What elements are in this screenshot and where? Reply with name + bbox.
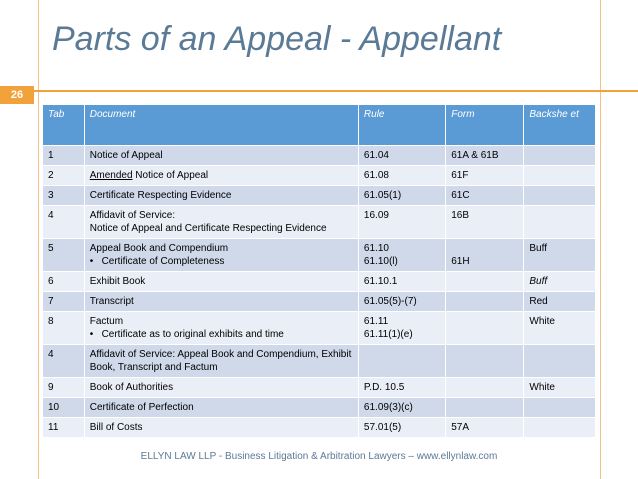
cell-rule-text: 61.11 xyxy=(363,316,389,327)
table-row xyxy=(43,166,596,186)
cell-tab: 1 xyxy=(43,146,85,166)
cell-form: 16B xyxy=(446,206,524,239)
cell-backsheet xyxy=(524,418,596,438)
cell-tab: 6 xyxy=(43,272,85,292)
table-row xyxy=(43,272,596,292)
cell-rule: 57.01(5) xyxy=(358,418,445,438)
cell-rule: 61.09(3)(c) xyxy=(358,398,445,418)
table-row xyxy=(43,239,596,272)
slide-title: Parts of an Appeal - Appellant xyxy=(52,20,502,58)
header-rule: Rule xyxy=(358,105,445,146)
cell-tab: 3 xyxy=(43,186,85,206)
cell-form xyxy=(446,312,524,345)
table-row xyxy=(43,418,596,438)
cell-form xyxy=(446,292,524,312)
table-row xyxy=(43,312,596,345)
cell-rule-subtext: 61.11(1)(e) xyxy=(363,329,413,340)
cell-tab: 2 xyxy=(43,166,85,186)
page-number-badge: 26 xyxy=(0,86,34,104)
cell-backsheet xyxy=(524,206,596,239)
cell-document xyxy=(84,166,358,186)
cell-rule: 61.10.1 xyxy=(358,272,445,292)
cell-backsheet xyxy=(524,398,596,418)
right-guide-line xyxy=(600,0,601,479)
cell-backsheet: Buff xyxy=(524,272,596,292)
cell-tab: 9 xyxy=(43,378,85,398)
cell-rule xyxy=(358,345,445,378)
left-guide-line xyxy=(38,0,39,479)
cell-rule: 61.05(1) xyxy=(358,186,445,206)
header-backsheet: Backshe et xyxy=(524,105,596,146)
cell-document: Book of Authorities xyxy=(84,378,358,398)
cell-document: Exhibit Book xyxy=(84,272,358,292)
cell-form: 61A & 61B xyxy=(446,146,524,166)
cell-document xyxy=(84,312,358,345)
cell-document-text: Affidavit of Service: xyxy=(89,210,176,221)
cell-document-bullet: • Certificate as to original exhibits and time xyxy=(90,328,353,341)
cell-rule: 61.04 xyxy=(358,146,445,166)
cell-form: 61F xyxy=(446,166,524,186)
header-tab: Tab xyxy=(43,105,85,146)
cell-form: 61H xyxy=(446,239,524,272)
cell-tab: 8 xyxy=(43,312,85,345)
header-document: Document xyxy=(84,105,358,146)
cell-document-text: Appeal Book and Compendium xyxy=(89,243,229,254)
table-row xyxy=(43,292,596,312)
cell-form: 57A xyxy=(446,418,524,438)
cell-rule: 16.09 xyxy=(358,206,445,239)
cell-tab: 7 xyxy=(43,292,85,312)
cell-rule: P.D. 10.5 xyxy=(358,378,445,398)
cell-document xyxy=(84,206,358,239)
cell-backsheet: Buff xyxy=(524,239,596,272)
cell-document: Certificate of Perfection xyxy=(84,398,358,418)
cell-document: Transcript xyxy=(84,292,358,312)
cell-form xyxy=(446,272,524,292)
table-row xyxy=(43,378,596,398)
cell-rule xyxy=(358,312,445,345)
table-row xyxy=(43,206,596,239)
cell-backsheet xyxy=(524,345,596,378)
table-row xyxy=(43,398,596,418)
cell-form xyxy=(446,345,524,378)
cell-tab: 11 xyxy=(43,418,85,438)
cell-backsheet xyxy=(524,146,596,166)
cell-document: Certificate Respecting Evidence xyxy=(84,186,358,206)
cell-backsheet: White xyxy=(524,378,596,398)
cell-backsheet: Red xyxy=(524,292,596,312)
cell-document-bullet: • Certificate of Completeness xyxy=(90,255,353,268)
cell-document: Bill of Costs xyxy=(84,418,358,438)
cell-form xyxy=(446,398,524,418)
table-row xyxy=(43,345,596,378)
cell-document-subtext: Notice of Appeal and Certificate Respecting Evidence xyxy=(89,223,327,234)
cell-rule: 61.08 xyxy=(358,166,445,186)
table-row xyxy=(43,146,596,166)
cell-backsheet xyxy=(524,166,596,186)
cell-document-text: Factum xyxy=(89,316,124,327)
cell-document xyxy=(84,239,358,272)
table-header-row xyxy=(43,105,596,146)
cell-document: Notice of Appeal xyxy=(84,146,358,166)
cell-rule-subtext: 61.10(l) xyxy=(363,256,398,267)
cell-tab: 5 xyxy=(43,239,85,272)
cell-tab: 4 xyxy=(43,206,85,239)
cell-tab: 4 xyxy=(43,345,85,378)
cell-document: Affidavit of Service: Appeal Book and Compendium, Exhibit Book, Transcript and Factum xyxy=(84,345,358,378)
cell-document-text: Notice of Appeal xyxy=(132,170,209,181)
title-divider xyxy=(0,90,638,92)
cell-rule: 61.05(5)-(7) xyxy=(358,292,445,312)
cell-rule-text: 61.10 xyxy=(363,243,389,254)
cell-rule xyxy=(358,239,445,272)
appeal-parts-table xyxy=(42,104,596,438)
cell-form xyxy=(446,378,524,398)
cell-backsheet xyxy=(524,186,596,206)
header-form: Form xyxy=(446,105,524,146)
footer-text: ELLYN LAW LLP - Business Litigation & Arbitration Lawyers – www.ellynlaw.com xyxy=(140,451,498,462)
cell-backsheet: White xyxy=(524,312,596,345)
amended-text: Amended xyxy=(89,170,133,181)
cell-tab: 10 xyxy=(43,398,85,418)
table-row xyxy=(43,186,596,206)
cell-form: 61C xyxy=(446,186,524,206)
